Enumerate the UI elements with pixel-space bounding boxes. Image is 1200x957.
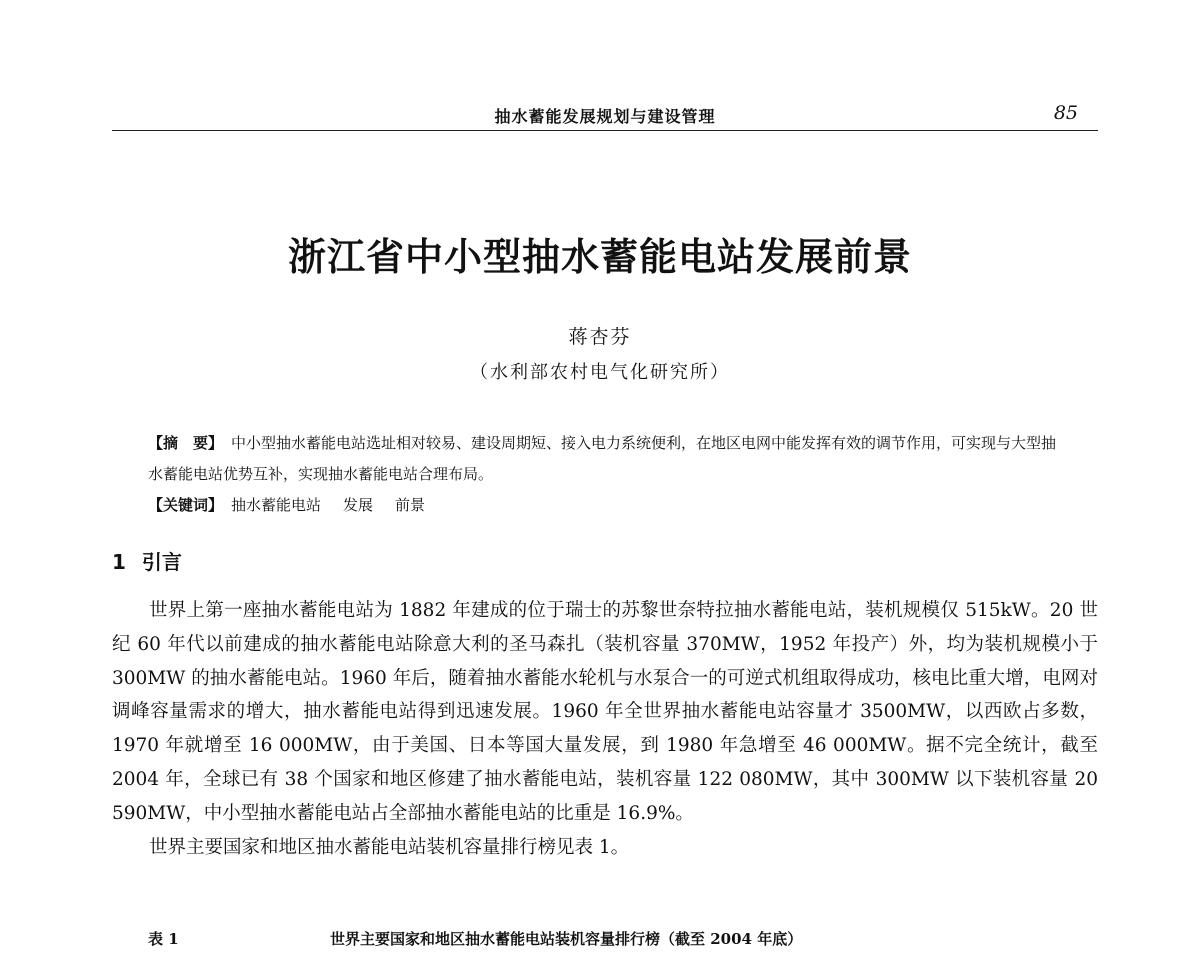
abstract-text: 中小型抽水蓄能电站选址相对较易、建设周期短、接入电力系统便利，在地区电网中能发挥有效的调节作用，可实现与大型抽水蓄能电站优势互补，实现抽水蓄能电站合理布局。	[148, 434, 1057, 483]
abstract-block	[148, 428, 1068, 521]
table-label: 表 1	[148, 930, 179, 948]
keyword-item: 前景	[395, 496, 426, 514]
paper-title: 浙江省中小型抽水蓄能电站发展前景	[287, 235, 912, 279]
keywords-label: 【关键词】	[148, 496, 224, 514]
body-paragraph: 世界主要国家和地区抽水蓄能电站装机容量排行榜见表 1。	[149, 836, 630, 858]
abstract-label: 【摘 要】	[148, 434, 224, 452]
author-affiliation: （水利部农村电气化研究所）	[470, 362, 730, 383]
table-title: 世界主要国家和地区抽水蓄能电站装机容量排行榜（截至 2004 年底）	[330, 930, 803, 948]
keyword-item: 发展	[343, 496, 374, 514]
running-title: 抽水蓄能发展规划与建设管理	[494, 107, 716, 126]
section-heading	[112, 546, 182, 575]
keywords-line	[148, 490, 1068, 521]
body-paragraph: 世界上第一座抽水蓄能电站为 1882 年建成的位于瑞士的苏黎世奈特拉抽水蓄能电站，装机规模仅 515kW。20 世纪 60 年代以前建成的抽水蓄能电站除意大利的圣马森扎（装机容量 370MW，1952 年投产）外，均为装机规模小于 300MW 的抽水蓄能电站。1960 年后，随着抽水蓄能水轮机与水泵合一的可逆式机组取得成功，核电比重大增，电网对调峰容量需求的增大，抽水蓄能电站得到迅速发展。1960 年全世界抽水蓄能电站容量才 3500MW，以西欧占多数，1970 年就增至 16 000MW，由于美国、日本等国大量发展，到 1980 年急增至 46 000MW。据不完全统计，截至 2004 年，全球已有 38 个国家和地区修建了抽水蓄能电站，装机容量 122 080MW，其中 300MW 以下装机容量 20 590MW，中小型抽水蓄能电站占全部抽水蓄能电站的比重是 16.9%。	[112, 600, 1098, 824]
section-body	[112, 594, 1098, 864]
author-name: 蒋杏芬	[568, 326, 632, 348]
keyword-item: 抽水蓄能电站	[231, 496, 322, 514]
page-number: 85	[1053, 102, 1078, 124]
abstract-paragraph	[148, 428, 1068, 490]
running-header	[112, 100, 1098, 131]
section-title: 引言	[141, 550, 182, 574]
section-number: 1	[112, 550, 126, 574]
